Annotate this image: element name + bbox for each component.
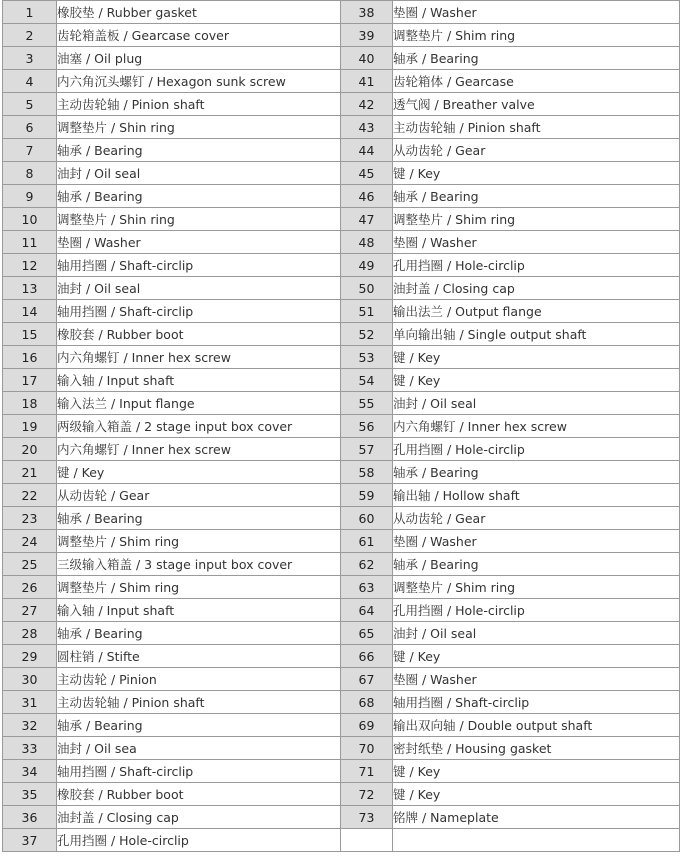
table-row	[3, 438, 680, 461]
part-name-cell: 输入轴 / Input shaft	[57, 369, 341, 392]
part-number-cell: 50	[341, 277, 393, 300]
part-number-cell: 13	[3, 277, 57, 300]
table-row	[3, 507, 680, 530]
empty-cell	[341, 829, 393, 852]
part-name-cell: 键 / Key	[393, 645, 680, 668]
part-number-cell: 26	[3, 576, 57, 599]
part-number-cell: 11	[3, 231, 57, 254]
part-number-cell: 28	[3, 622, 57, 645]
part-number-cell: 17	[3, 369, 57, 392]
part-name-cell: 轴承 / Bearing	[57, 139, 341, 162]
part-number-cell: 52	[341, 323, 393, 346]
part-name-cell: 轴用挡圈 / Shaft-circlip	[57, 760, 341, 783]
part-number-cell: 5	[3, 93, 57, 116]
part-name-cell: 橡胶垫 / Rubber gasket	[57, 1, 341, 24]
part-number-cell: 36	[3, 806, 57, 829]
table-row	[3, 806, 680, 829]
part-number-cell: 24	[3, 530, 57, 553]
part-number-cell: 7	[3, 139, 57, 162]
table-row	[3, 47, 680, 70]
part-number-cell: 44	[341, 139, 393, 162]
part-name-cell: 油封 / Oil seal	[393, 392, 680, 415]
part-name-cell: 三级输入箱盖 / 3 stage input box cover	[57, 553, 341, 576]
part-name-cell: 孔用挡圈 / Hole-circlip	[393, 254, 680, 277]
part-number-cell: 14	[3, 300, 57, 323]
part-number-cell: 20	[3, 438, 57, 461]
table-row	[3, 737, 680, 760]
part-number-cell: 73	[341, 806, 393, 829]
table-row	[3, 599, 680, 622]
part-name-cell: 调整垫片 / Shim ring	[393, 576, 680, 599]
part-number-cell: 54	[341, 369, 393, 392]
part-number-cell: 22	[3, 484, 57, 507]
part-name-cell: 调整垫片 / Shim ring	[57, 576, 341, 599]
parts-table	[2, 0, 680, 852]
part-name-cell: 油封盖 / Closing cap	[393, 277, 680, 300]
part-name-cell: 圆柱销 / Stifte	[57, 645, 341, 668]
part-number-cell: 41	[341, 70, 393, 93]
part-number-cell: 8	[3, 162, 57, 185]
table-row	[3, 530, 680, 553]
part-name-cell: 调整垫片 / Shin ring	[57, 208, 341, 231]
part-name-cell: 内六角沉头螺钉 / Hexagon sunk screw	[57, 70, 341, 93]
part-name-cell: 输入轴 / Input shaft	[57, 599, 341, 622]
table-row	[3, 484, 680, 507]
part-number-cell: 3	[3, 47, 57, 70]
part-number-cell: 39	[341, 24, 393, 47]
part-name-cell: 主动齿轮轴 / Pinion shaft	[57, 93, 341, 116]
table-row	[3, 346, 680, 369]
part-number-cell: 1	[3, 1, 57, 24]
part-name-cell: 油封 / Oil sea	[57, 737, 341, 760]
part-name-cell: 孔用挡圈 / Hole-circlip	[57, 829, 341, 852]
part-number-cell: 67	[341, 668, 393, 691]
part-number-cell: 37	[3, 829, 57, 852]
part-name-cell: 键 / Key	[57, 461, 341, 484]
part-number-cell: 55	[341, 392, 393, 415]
table-row	[3, 139, 680, 162]
part-name-cell: 键 / Key	[393, 346, 680, 369]
part-name-cell: 铭牌 / Nameplate	[393, 806, 680, 829]
part-number-cell: 35	[3, 783, 57, 806]
part-number-cell: 6	[3, 116, 57, 139]
part-name-cell: 垫圈 / Washer	[393, 231, 680, 254]
part-name-cell: 油封盖 / Closing cap	[57, 806, 341, 829]
part-name-cell: 轴承 / Bearing	[393, 185, 680, 208]
part-name-cell: 轴用挡圈 / Shaft-circlip	[57, 254, 341, 277]
part-number-cell: 60	[341, 507, 393, 530]
part-name-cell: 调整垫片 / Shim ring	[393, 24, 680, 47]
part-name-cell: 轴承 / Bearing	[393, 553, 680, 576]
table-row	[3, 323, 680, 346]
part-name-cell: 内六角螺钉 / Inner hex screw	[393, 415, 680, 438]
part-name-cell: 主动齿轮 / Pinion	[57, 668, 341, 691]
part-number-cell: 12	[3, 254, 57, 277]
part-number-cell: 58	[341, 461, 393, 484]
part-name-cell: 内六角螺钉 / Inner hex screw	[57, 438, 341, 461]
part-name-cell: 调整垫片 / Shim ring	[393, 208, 680, 231]
table-row	[3, 691, 680, 714]
part-name-cell: 轴承 / Bearing	[57, 714, 341, 737]
part-number-cell: 53	[341, 346, 393, 369]
part-number-cell: 47	[341, 208, 393, 231]
part-number-cell: 71	[341, 760, 393, 783]
part-number-cell: 40	[341, 47, 393, 70]
part-number-cell: 45	[341, 162, 393, 185]
part-name-cell: 键 / Key	[393, 760, 680, 783]
table-row	[3, 760, 680, 783]
part-name-cell: 输出双向轴 / Double output shaft	[393, 714, 680, 737]
part-number-cell: 48	[341, 231, 393, 254]
part-number-cell: 29	[3, 645, 57, 668]
part-name-cell: 轴承 / Bearing	[57, 185, 341, 208]
table-row	[3, 300, 680, 323]
table-row	[3, 162, 680, 185]
part-name-cell: 垫圈 / Washer	[393, 668, 680, 691]
part-number-cell: 25	[3, 553, 57, 576]
table-row	[3, 1, 680, 24]
part-number-cell: 10	[3, 208, 57, 231]
part-name-cell: 垫圈 / Washer	[393, 1, 680, 24]
table-row	[3, 185, 680, 208]
part-number-cell: 34	[3, 760, 57, 783]
part-number-cell: 21	[3, 461, 57, 484]
part-number-cell: 69	[341, 714, 393, 737]
part-name-cell: 轴用挡圈 / Shaft-circlip	[57, 300, 341, 323]
table-row	[3, 829, 680, 852]
table-row	[3, 645, 680, 668]
part-number-cell: 56	[341, 415, 393, 438]
table-row	[3, 668, 680, 691]
part-number-cell: 4	[3, 70, 57, 93]
part-name-cell: 油封 / Oil seal	[57, 277, 341, 300]
part-name-cell: 从动齿轮 / Gear	[393, 507, 680, 530]
part-number-cell: 63	[341, 576, 393, 599]
part-number-cell: 72	[341, 783, 393, 806]
table-row	[3, 415, 680, 438]
part-number-cell: 15	[3, 323, 57, 346]
table-row	[3, 116, 680, 139]
part-number-cell: 49	[341, 254, 393, 277]
part-name-cell: 轴承 / Bearing	[57, 507, 341, 530]
table-row	[3, 231, 680, 254]
part-name-cell: 键 / Key	[393, 369, 680, 392]
empty-cell	[393, 829, 680, 852]
table-row	[3, 576, 680, 599]
part-name-cell: 轴用挡圈 / Shaft-circlip	[393, 691, 680, 714]
table-row	[3, 93, 680, 116]
part-name-cell: 橡胶套 / Rubber boot	[57, 783, 341, 806]
part-name-cell: 从动齿轮 / Gear	[393, 139, 680, 162]
part-name-cell: 调整垫片 / Shin ring	[57, 116, 341, 139]
part-name-cell: 单向输出轴 / Single output shaft	[393, 323, 680, 346]
part-name-cell: 轴承 / Bearing	[57, 622, 341, 645]
part-number-cell: 43	[341, 116, 393, 139]
part-name-cell: 主动齿轮轴 / Pinion shaft	[393, 116, 680, 139]
table-row	[3, 369, 680, 392]
part-name-cell: 密封纸垫 / Housing gasket	[393, 737, 680, 760]
table-row	[3, 70, 680, 93]
table-row	[3, 461, 680, 484]
part-number-cell: 68	[341, 691, 393, 714]
part-name-cell: 垫圈 / Washer	[393, 530, 680, 553]
part-name-cell: 齿轮箱体 / Gearcase	[393, 70, 680, 93]
table-row	[3, 24, 680, 47]
part-name-cell: 油封 / Oil seal	[57, 162, 341, 185]
part-name-cell: 调整垫片 / Shim ring	[57, 530, 341, 553]
part-name-cell: 垫圈 / Washer	[57, 231, 341, 254]
part-name-cell: 键 / Key	[393, 162, 680, 185]
part-name-cell: 轴承 / Bearing	[393, 47, 680, 70]
part-number-cell: 9	[3, 185, 57, 208]
table-row	[3, 208, 680, 231]
parts-table-body	[3, 1, 680, 852]
part-name-cell: 橡胶套 / Rubber boot	[57, 323, 341, 346]
part-number-cell: 27	[3, 599, 57, 622]
part-name-cell: 输出法兰 / Output flange	[393, 300, 680, 323]
part-name-cell: 键 / Key	[393, 783, 680, 806]
part-number-cell: 59	[341, 484, 393, 507]
part-name-cell: 两级输入箱盖 / 2 stage input box cover	[57, 415, 341, 438]
part-number-cell: 2	[3, 24, 57, 47]
part-name-cell: 从动齿轮 / Gear	[57, 484, 341, 507]
part-number-cell: 18	[3, 392, 57, 415]
part-number-cell: 32	[3, 714, 57, 737]
part-name-cell: 齿轮箱盖板 / Gearcase cover	[57, 24, 341, 47]
part-name-cell: 输出轴 / Hollow shaft	[393, 484, 680, 507]
part-name-cell: 孔用挡圈 / Hole-circlip	[393, 438, 680, 461]
part-number-cell: 42	[341, 93, 393, 116]
part-number-cell: 38	[341, 1, 393, 24]
part-name-cell: 轴承 / Bearing	[393, 461, 680, 484]
part-name-cell: 主动齿轮轴 / Pinion shaft	[57, 691, 341, 714]
table-row	[3, 254, 680, 277]
part-name-cell: 内六角螺钉 / Inner hex screw	[57, 346, 341, 369]
part-number-cell: 66	[341, 645, 393, 668]
part-number-cell: 65	[341, 622, 393, 645]
table-row	[3, 714, 680, 737]
part-name-cell: 输入法兰 / Input flange	[57, 392, 341, 415]
table-row	[3, 622, 680, 645]
part-number-cell: 57	[341, 438, 393, 461]
part-number-cell: 62	[341, 553, 393, 576]
table-row	[3, 277, 680, 300]
table-row	[3, 553, 680, 576]
table-row	[3, 783, 680, 806]
part-number-cell: 19	[3, 415, 57, 438]
part-number-cell: 33	[3, 737, 57, 760]
part-number-cell: 30	[3, 668, 57, 691]
part-number-cell: 23	[3, 507, 57, 530]
table-row	[3, 392, 680, 415]
part-name-cell: 透气阀 / Breather valve	[393, 93, 680, 116]
part-number-cell: 61	[341, 530, 393, 553]
part-number-cell: 31	[3, 691, 57, 714]
part-name-cell: 孔用挡圈 / Hole-circlip	[393, 599, 680, 622]
part-number-cell: 16	[3, 346, 57, 369]
part-number-cell: 46	[341, 185, 393, 208]
part-number-cell: 70	[341, 737, 393, 760]
part-number-cell: 64	[341, 599, 393, 622]
part-name-cell: 油塞 / Oil plug	[57, 47, 341, 70]
part-name-cell: 油封 / Oil seal	[393, 622, 680, 645]
part-number-cell: 51	[341, 300, 393, 323]
